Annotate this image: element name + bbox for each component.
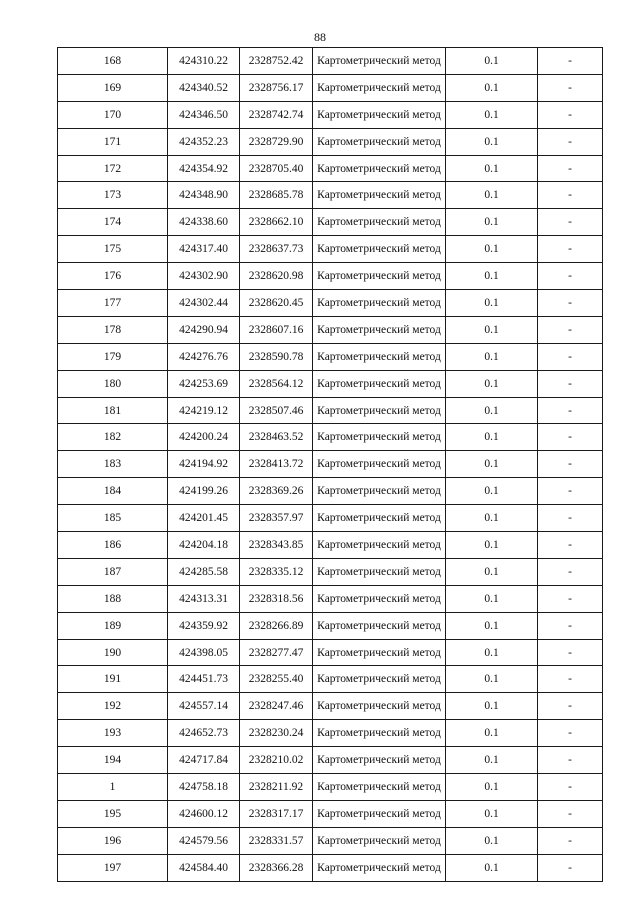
description-cell: - (538, 612, 603, 639)
point-number-cell: 169 (58, 74, 168, 101)
point-number-cell: 177 (58, 290, 168, 317)
method-cell: Картометрический метод (313, 747, 446, 774)
y-coordinate-cell: 2328620.98 (240, 263, 313, 290)
y-coordinate-cell: 2328230.24 (240, 720, 313, 747)
table-row (58, 424, 603, 451)
table-row (58, 209, 603, 236)
method-cell: Картометрический метод (313, 666, 446, 693)
accuracy-cell: 0.1 (446, 612, 538, 639)
table-row (58, 451, 603, 478)
point-number-cell: 180 (58, 370, 168, 397)
point-number-cell: 189 (58, 612, 168, 639)
y-coordinate-cell: 2328729.90 (240, 128, 313, 155)
method-cell: Картометрический метод (313, 343, 446, 370)
accuracy-cell: 0.1 (446, 182, 538, 209)
x-coordinate-cell: 424200.24 (168, 424, 240, 451)
method-cell: Картометрический метод (313, 290, 446, 317)
description-cell: - (538, 101, 603, 128)
point-number-cell: 196 (58, 827, 168, 854)
description-cell: - (538, 693, 603, 720)
description-cell: - (538, 155, 603, 182)
table-row (58, 774, 603, 801)
accuracy-cell: 0.1 (446, 155, 538, 182)
y-coordinate-cell: 2328266.89 (240, 612, 313, 639)
table-row (58, 585, 603, 612)
method-cell: Картометрический метод (313, 209, 446, 236)
description-cell: - (538, 128, 603, 155)
point-number-cell: 183 (58, 451, 168, 478)
method-cell: Картометрический метод (313, 74, 446, 101)
table-row (58, 128, 603, 155)
point-number-cell: 186 (58, 532, 168, 559)
y-coordinate-cell: 2328564.12 (240, 370, 313, 397)
description-cell: - (538, 236, 603, 263)
y-coordinate-cell: 2328752.42 (240, 48, 313, 75)
x-coordinate-cell: 424302.90 (168, 263, 240, 290)
description-cell: - (538, 182, 603, 209)
accuracy-cell: 0.1 (446, 128, 538, 155)
description-cell: - (538, 397, 603, 424)
x-coordinate-cell: 424348.90 (168, 182, 240, 209)
y-coordinate-cell: 2328685.78 (240, 182, 313, 209)
y-coordinate-cell: 2328413.72 (240, 451, 313, 478)
point-number-cell: 188 (58, 585, 168, 612)
description-cell: - (538, 290, 603, 317)
x-coordinate-cell: 424359.92 (168, 612, 240, 639)
point-number-cell: 179 (58, 343, 168, 370)
point-number-cell: 191 (58, 666, 168, 693)
table-row (58, 558, 603, 585)
table-row (58, 316, 603, 343)
x-coordinate-cell: 424194.92 (168, 451, 240, 478)
description-cell: - (538, 74, 603, 101)
point-number-cell: 1 (58, 774, 168, 801)
method-cell: Картометрический метод (313, 397, 446, 424)
y-coordinate-cell: 2328662.10 (240, 209, 313, 236)
x-coordinate-cell: 424584.40 (168, 854, 240, 881)
x-coordinate-cell: 424204.18 (168, 532, 240, 559)
point-number-cell: 176 (58, 263, 168, 290)
accuracy-cell: 0.1 (446, 478, 538, 505)
table-row (58, 74, 603, 101)
x-coordinate-cell: 424313.31 (168, 585, 240, 612)
point-number-cell: 190 (58, 639, 168, 666)
x-coordinate-cell: 424352.23 (168, 128, 240, 155)
y-coordinate-cell: 2328463.52 (240, 424, 313, 451)
method-cell: Картометрический метод (313, 370, 446, 397)
point-number-cell: 174 (58, 209, 168, 236)
description-cell: - (538, 854, 603, 881)
y-coordinate-cell: 2328247.46 (240, 693, 313, 720)
method-cell: Картометрический метод (313, 532, 446, 559)
method-cell: Картометрический метод (313, 478, 446, 505)
table-row (58, 505, 603, 532)
method-cell: Картометрический метод (313, 827, 446, 854)
method-cell: Картометрический метод (313, 263, 446, 290)
table-row (58, 478, 603, 505)
x-coordinate-cell: 424340.52 (168, 74, 240, 101)
coordinates-table-body (58, 48, 603, 882)
point-number-cell: 168 (58, 48, 168, 75)
point-number-cell: 185 (58, 505, 168, 532)
point-number-cell: 192 (58, 693, 168, 720)
x-coordinate-cell: 424317.40 (168, 236, 240, 263)
accuracy-cell: 0.1 (446, 263, 538, 290)
point-number-cell: 197 (58, 854, 168, 881)
x-coordinate-cell: 424285.58 (168, 558, 240, 585)
y-coordinate-cell: 2328366.28 (240, 854, 313, 881)
description-cell: - (538, 774, 603, 801)
accuracy-cell: 0.1 (446, 48, 538, 75)
description-cell: - (538, 505, 603, 532)
description-cell: - (538, 478, 603, 505)
x-coordinate-cell: 424199.26 (168, 478, 240, 505)
method-cell: Картометрический метод (313, 505, 446, 532)
point-number-cell: 175 (58, 236, 168, 263)
x-coordinate-cell: 424451.73 (168, 666, 240, 693)
description-cell: - (538, 370, 603, 397)
point-number-cell: 171 (58, 128, 168, 155)
accuracy-cell: 0.1 (446, 720, 538, 747)
y-coordinate-cell: 2328210.02 (240, 747, 313, 774)
y-coordinate-cell: 2328357.97 (240, 505, 313, 532)
table-row (58, 263, 603, 290)
description-cell: - (538, 343, 603, 370)
page-number: 88 (314, 30, 326, 44)
method-cell: Картометрический метод (313, 128, 446, 155)
accuracy-cell: 0.1 (446, 101, 538, 128)
y-coordinate-cell: 2328255.40 (240, 666, 313, 693)
method-cell: Картометрический метод (313, 451, 446, 478)
accuracy-cell: 0.1 (446, 747, 538, 774)
point-number-cell: 181 (58, 397, 168, 424)
accuracy-cell: 0.1 (446, 74, 538, 101)
accuracy-cell: 0.1 (446, 236, 538, 263)
table-row (58, 639, 603, 666)
accuracy-cell: 0.1 (446, 397, 538, 424)
accuracy-cell: 0.1 (446, 774, 538, 801)
table-row (58, 397, 603, 424)
method-cell: Картометрический метод (313, 316, 446, 343)
method-cell: Картометрический метод (313, 558, 446, 585)
x-coordinate-cell: 424338.60 (168, 209, 240, 236)
point-number-cell: 184 (58, 478, 168, 505)
y-coordinate-cell: 2328343.85 (240, 532, 313, 559)
description-cell: - (538, 316, 603, 343)
table-row (58, 800, 603, 827)
description-cell: - (538, 424, 603, 451)
method-cell: Картометрический метод (313, 693, 446, 720)
table-row (58, 155, 603, 182)
accuracy-cell: 0.1 (446, 639, 538, 666)
accuracy-cell: 0.1 (446, 290, 538, 317)
table-row (58, 101, 603, 128)
accuracy-cell: 0.1 (446, 316, 538, 343)
description-cell: - (538, 585, 603, 612)
method-cell: Картометрический метод (313, 612, 446, 639)
accuracy-cell: 0.1 (446, 854, 538, 881)
table-row (58, 343, 603, 370)
y-coordinate-cell: 2328318.56 (240, 585, 313, 612)
x-coordinate-cell: 424310.22 (168, 48, 240, 75)
point-number-cell: 187 (58, 558, 168, 585)
accuracy-cell: 0.1 (446, 209, 538, 236)
table-row (58, 666, 603, 693)
method-cell: Картометрический метод (313, 182, 446, 209)
y-coordinate-cell: 2328335.12 (240, 558, 313, 585)
description-cell: - (538, 209, 603, 236)
description-cell: - (538, 263, 603, 290)
method-cell: Картометрический метод (313, 854, 446, 881)
accuracy-cell: 0.1 (446, 343, 538, 370)
table-row (58, 290, 603, 317)
y-coordinate-cell: 2328317.17 (240, 800, 313, 827)
point-number-cell: 195 (58, 800, 168, 827)
method-cell: Картометрический метод (313, 424, 446, 451)
y-coordinate-cell: 2328637.73 (240, 236, 313, 263)
y-coordinate-cell: 2328620.45 (240, 290, 313, 317)
table-row (58, 48, 603, 75)
method-cell: Картометрический метод (313, 639, 446, 666)
point-number-cell: 182 (58, 424, 168, 451)
y-coordinate-cell: 2328369.26 (240, 478, 313, 505)
x-coordinate-cell: 424758.18 (168, 774, 240, 801)
y-coordinate-cell: 2328277.47 (240, 639, 313, 666)
x-coordinate-cell: 424579.56 (168, 827, 240, 854)
y-coordinate-cell: 2328331.57 (240, 827, 313, 854)
point-number-cell: 193 (58, 720, 168, 747)
x-coordinate-cell: 424253.69 (168, 370, 240, 397)
accuracy-cell: 0.1 (446, 424, 538, 451)
table-row (58, 693, 603, 720)
x-coordinate-cell: 424346.50 (168, 101, 240, 128)
description-cell: - (538, 451, 603, 478)
x-coordinate-cell: 424201.45 (168, 505, 240, 532)
point-number-cell: 170 (58, 101, 168, 128)
accuracy-cell: 0.1 (446, 505, 538, 532)
method-cell: Картометрический метод (313, 236, 446, 263)
y-coordinate-cell: 2328211.92 (240, 774, 313, 801)
table-row (58, 612, 603, 639)
accuracy-cell: 0.1 (446, 532, 538, 559)
description-cell: - (538, 558, 603, 585)
x-coordinate-cell: 424354.92 (168, 155, 240, 182)
x-coordinate-cell: 424276.76 (168, 343, 240, 370)
method-cell: Картометрический метод (313, 101, 446, 128)
method-cell: Картометрический метод (313, 48, 446, 75)
description-cell: - (538, 666, 603, 693)
description-cell: - (538, 48, 603, 75)
accuracy-cell: 0.1 (446, 666, 538, 693)
y-coordinate-cell: 2328507.46 (240, 397, 313, 424)
y-coordinate-cell: 2328590.78 (240, 343, 313, 370)
y-coordinate-cell: 2328756.17 (240, 74, 313, 101)
description-cell: - (538, 639, 603, 666)
method-cell: Картометрический метод (313, 155, 446, 182)
accuracy-cell: 0.1 (446, 827, 538, 854)
method-cell: Картометрический метод (313, 585, 446, 612)
method-cell: Картометрический метод (313, 774, 446, 801)
y-coordinate-cell: 2328742.74 (240, 101, 313, 128)
x-coordinate-cell: 424302.44 (168, 290, 240, 317)
coordinates-table (57, 47, 603, 882)
x-coordinate-cell: 424600.12 (168, 800, 240, 827)
table-row (58, 532, 603, 559)
x-coordinate-cell: 424290.94 (168, 316, 240, 343)
table-row (58, 827, 603, 854)
y-coordinate-cell: 2328705.40 (240, 155, 313, 182)
x-coordinate-cell: 424717.84 (168, 747, 240, 774)
description-cell: - (538, 532, 603, 559)
x-coordinate-cell: 424557.14 (168, 693, 240, 720)
accuracy-cell: 0.1 (446, 693, 538, 720)
y-coordinate-cell: 2328607.16 (240, 316, 313, 343)
x-coordinate-cell: 424398.05 (168, 639, 240, 666)
description-cell: - (538, 720, 603, 747)
accuracy-cell: 0.1 (446, 370, 538, 397)
point-number-cell: 172 (58, 155, 168, 182)
accuracy-cell: 0.1 (446, 558, 538, 585)
accuracy-cell: 0.1 (446, 800, 538, 827)
description-cell: - (538, 827, 603, 854)
description-cell: - (538, 747, 603, 774)
point-number-cell: 178 (58, 316, 168, 343)
point-number-cell: 194 (58, 747, 168, 774)
table-row (58, 854, 603, 881)
x-coordinate-cell: 424219.12 (168, 397, 240, 424)
x-coordinate-cell: 424652.73 (168, 720, 240, 747)
method-cell: Картометрический метод (313, 800, 446, 827)
table-row (58, 720, 603, 747)
table-row (58, 370, 603, 397)
accuracy-cell: 0.1 (446, 585, 538, 612)
method-cell: Картометрический метод (313, 720, 446, 747)
description-cell: - (538, 800, 603, 827)
table-row (58, 182, 603, 209)
table-row (58, 747, 603, 774)
point-number-cell: 173 (58, 182, 168, 209)
accuracy-cell: 0.1 (446, 451, 538, 478)
table-row (58, 236, 603, 263)
